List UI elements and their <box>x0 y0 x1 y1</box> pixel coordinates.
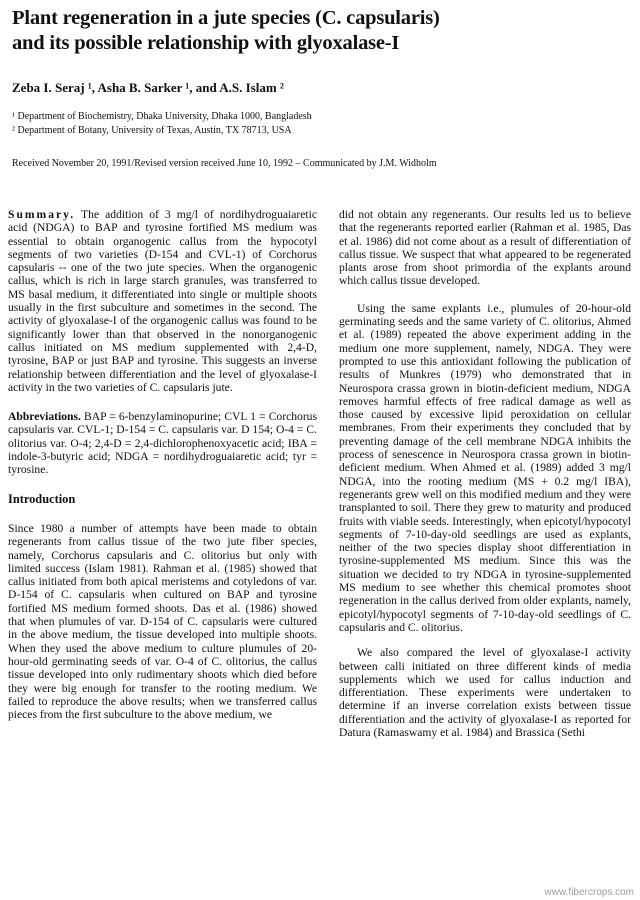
summary-text: The addition of 3 mg/l of nordihydroguaiaretic acid (NDGA) to BAP and tyrosine fortified MS medium was essential to obtain organogenic callus from the hypocotyl segments of two varieties (D-154 and CVL-1) of Corchorus capsularis -- one of the two jute species. When the organogenic callus, which is rich in large starch granules, was transferred to MS basal medium, it differentiated into single or multiple shoots usually in the first subculture and sometimes in the second. The activity of glyoxalase-I of the organogenic callus was found to be significantly lower than that observed in the nonorganogenic callus initiated on MS medium supplemented with 2,4-D, tyrosine, BAP or just BAP and tyrosine. This suggests an inverse relationship between differentiation and the level of glyoxalase-I activity in the two varieties of C. capsularis jute. <box>8 208 317 394</box>
paper-title <box>12 6 627 56</box>
site-watermark: www.fibercrops.com <box>544 887 634 898</box>
abbreviations-heading: Abbreviations. <box>8 410 81 424</box>
right-column <box>339 208 631 739</box>
affiliation-1: ¹ Department of Biochemistry, Dhaka University, Dhaka 1000, Bangladesh <box>12 111 312 122</box>
right-paragraph-3: We also compared the level of glyoxalase-I activity between calli initiated on three different kinds of media supplements which we used for callus induction and differentiation. These experiments were undertaken to determine if an inverse correlation exists between tissue differentiation and the activity of glyoxalase-I as reported for Datura (Ramaswamy et al. 1984) and Brassica (Sethi <box>339 646 631 739</box>
introduction-text: Since 1980 a number of attempts have been made to obtain regenerants from callus tissue of the two jute fiber species, namely, Corchorus capsularis and C. olitorius but only with limited success (Islam 1981). Rahman et al. (1985) showed that callus initiated from both apical meristems and cotyledons of var. D-154 of C. capsularis when cultured on BAP and tyrosine fortified MS medium formed shoots. Das et al. (1986) showed that when plumules of var. D-154 of C. capsularis were cultured in the above medium, the tissue developed into multiple shoots. When they used the above medium to culture plumules of 20-hour-old germinating seeds of var. O-4 of C. olitorius, the callus tissue developed into only rudimentary shoots which died before they were big enough for transfer to the rooting medium. We failed to reproduce the above results; when we transferred callus pieces from the first subculture to the above medium, we <box>8 521 317 722</box>
abbreviations-paragraph <box>8 410 317 476</box>
received-line: Received November 20, 1991/Revised version received June 10, 1992 – Communicated by J.M. Widholm <box>12 158 437 169</box>
abbreviations-text: BAP = 6-benzylaminopurine; CVL 1 = Corchorus capsularis var. CVL-1; D-154 = C. capsularis var. D 154; O-4 = C. olitorius var. O-4; 2,4-D = 2,4-dichlorophenoxyacetic acid; IBA = indole-3-butyric acid; NDGA = nordihydroguaiaretic acid; tyr = tyrosine. <box>8 410 317 477</box>
summary-paragraph <box>8 208 317 394</box>
title-line-1: Plant regeneration in a jute species (C. capsularis) <box>12 7 440 29</box>
affiliations <box>12 110 627 138</box>
author-list: Zeba I. Seraj ¹, Asha B. Sarker ¹, and A.S. Islam ² <box>12 80 284 95</box>
right-paragraph-2: Using the same explants i.e., plumules of 20-hour-old germinating seeds and the same variety of C. olitorius, Ahmed et al. (1989) repeated the above experiment adding in the medium one more supplement, namely, NDGA. They were prompted to use this antioxidant following the publication of results of Munkres (1979) who demonstrated that in Neurospora crassa grown in biotin-deficient medium, NDGA removes harmful effects of free radical damage as well as those caused by excessive lipid peroxidation on cellular membranes. From their experiments they concluded that by preventing damage of the cell membrane NDGA inhibits the process of senescence in Neurospora crassa grown in biotin-deficient medium. When Ahmed et al. (1989) added 3 mg/l NDGA, into the rooting medium (MS + 0.2 mg/l IBA), regenerants grew well on this modified medium and they were transplanted to soil. There they grew to maturity and produced fruits with viable seeds. Interestingly, when epicotyl/hypocotyl segments of 7-10-day-old seedlings are used as explants, neither of the two species display shoot differentiation in tyrosine-supplemented MS medium. Since this was the situation we decided to try NDGA in tyrosine-supplemented MS medium to see whether this chemical promotes shoot regeneration in the callus derived from older explants, namely, epicotyl/hypocotyl segments of 7-10-day-old seedlings of C. capsularis and C. olitorius. <box>339 301 631 634</box>
summary-heading: Summary. <box>8 208 76 221</box>
left-column <box>8 208 317 721</box>
introduction-heading: Introduction <box>8 491 76 506</box>
right-paragraph-1: did not obtain any regenerants. Our results led us to believe that the regenerants reported earlier (Rahman et al. 1985, Das et al. 1986) did not come about as a result of differentiation of callus tissue. We suspect that what appeared to be regenerated plants arose from shoot primordia of the explants around which callus tissue developed. <box>339 208 631 288</box>
affiliation-2: ² Department of Botany, University of Texas, Austin, TX 78713, USA <box>12 125 292 136</box>
title-line-2: and its possible relationship with glyoxalase-I <box>12 32 400 54</box>
